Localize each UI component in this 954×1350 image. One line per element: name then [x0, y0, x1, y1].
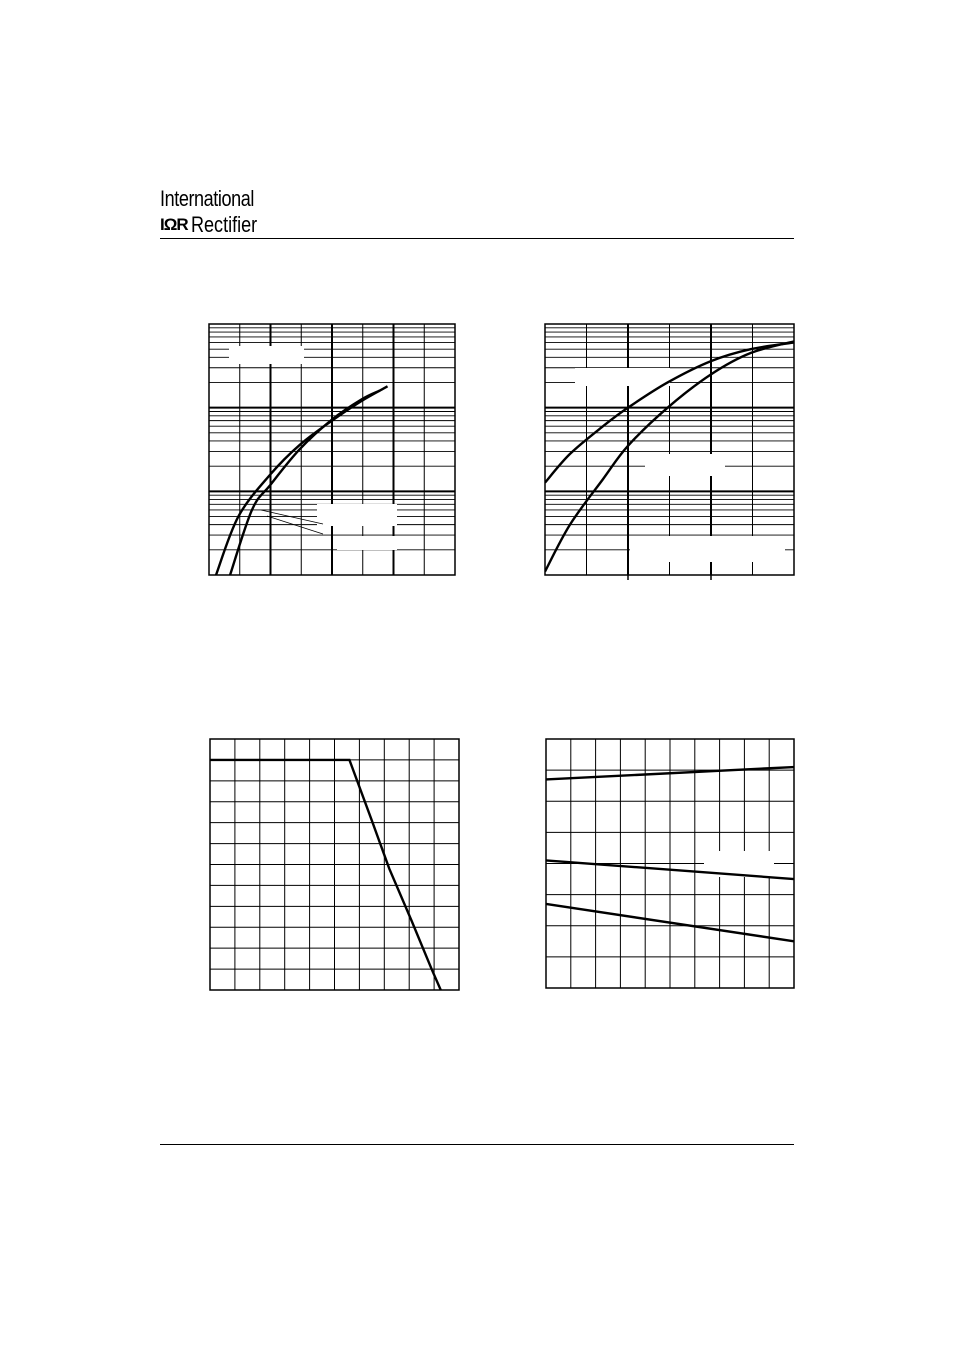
brand-line-1: International [160, 186, 254, 211]
brand-mark: IΩR [160, 215, 188, 234]
chart-2 [536, 316, 800, 584]
annotation-box [317, 504, 397, 526]
header-rule [160, 238, 794, 239]
chart-4 [536, 730, 808, 998]
annotation-box [229, 346, 304, 364]
annotation-box [337, 536, 397, 550]
annotation-box [630, 536, 785, 562]
footer-rule [160, 1144, 794, 1145]
chart-1 [200, 316, 464, 584]
chart-3 [200, 730, 464, 998]
brand-row-2 [160, 212, 271, 238]
annotation-box [575, 368, 670, 386]
brand-line-2: Rectifier [190, 212, 257, 237]
annotation-box [645, 454, 725, 476]
